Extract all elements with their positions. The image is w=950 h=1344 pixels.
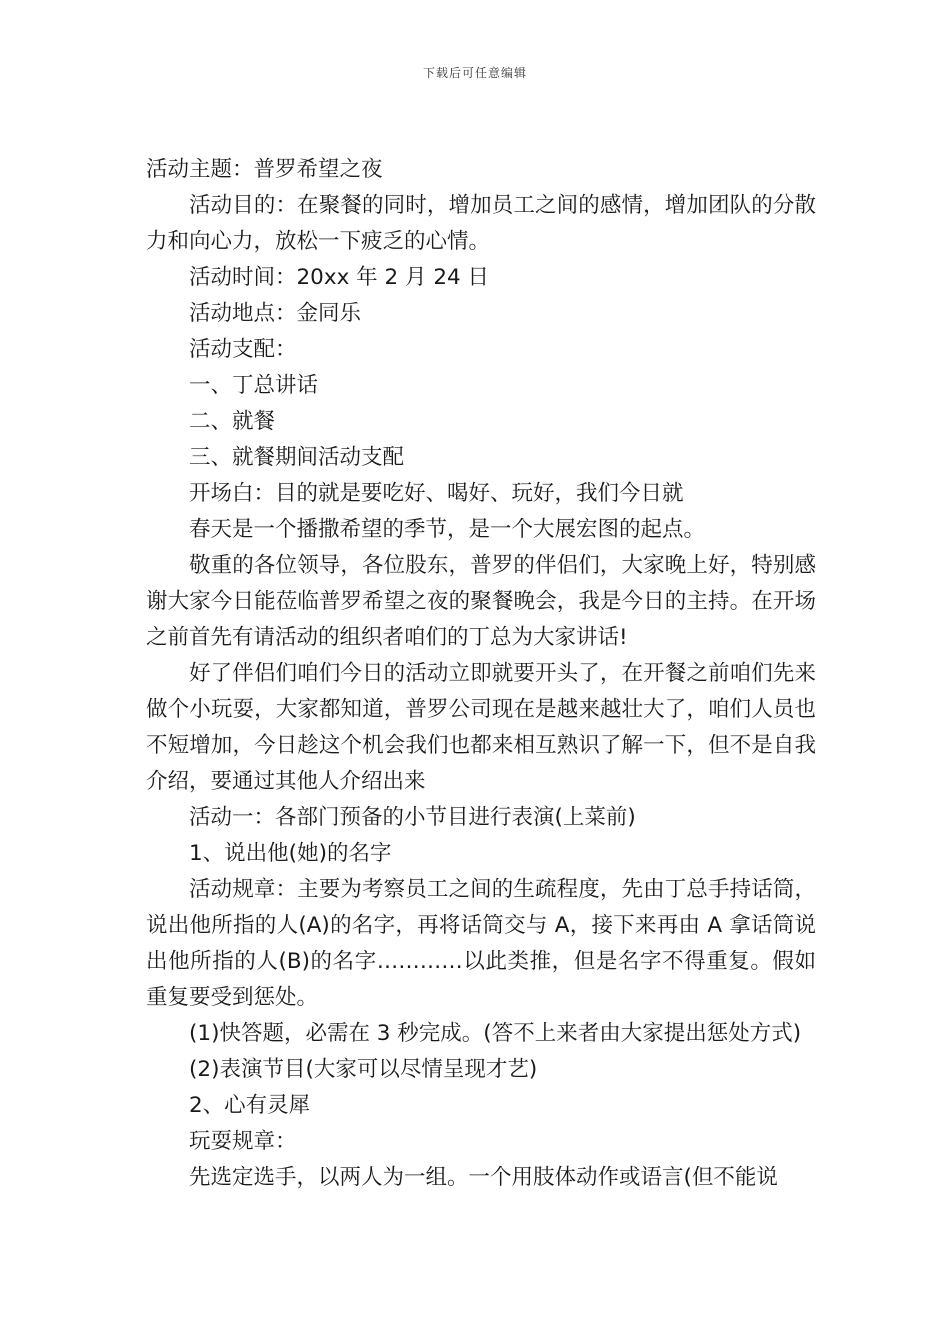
paragraph-theme: 活动主题：普罗希望之夜 xyxy=(146,157,383,182)
paragraph-location: 活动地点：金同乐 xyxy=(189,301,362,326)
paragraph-time: 活动时间：20xx 年 2 月 24 日 xyxy=(189,265,490,290)
paragraph-greeting: 敬重的各位领导，各位股东，普罗的伴侣们，大家晚上好，特别感谢大家今日能莅临普罗希望之夜的聚餐晚会，我是今日的主持。在开场之前首先有请活动的组织者咱们的丁总为大家讲话! xyxy=(146,553,816,650)
paragraph-select-players: 先选定选手，以两人为一组。一个用肢体动作或语言(但不能说 xyxy=(189,1165,778,1190)
paragraph-game-intro: 好了伴侣们咱们今日的活动立即就要开头了，在开餐之前咱们先来做个小玩耍，大家都知道，普罗公司现在是越来越壮大了，咱们人员也不短增加，今日趁这个机会我们也都来相互熟识了解一下，但不是自我介绍，要通过其他人介绍出来 xyxy=(146,661,816,794)
paragraph-rules: 活动规章：主要为考察员工之间的生疏程度，先由丁总手持话筒，说出他所指的人(A)的名字，再将话筒交与 A，接下来再由 A 拿话筒说出他所指的人(B)的名字…………以此类推，但是名字不得重复。假如重复要受到惩处。 xyxy=(146,877,816,1010)
list-item-speech: 一、丁总讲话 xyxy=(189,373,319,398)
paragraph-telepathy: 2、心有灵犀 xyxy=(189,1093,311,1118)
paragraph-opening: 开场白：目的就是要吃好、喝好、玩好，我们今日就 xyxy=(189,481,684,506)
paragraph-spring: 春天是一个播撒希望的季节，是一个大展宏图的起点。 xyxy=(189,517,706,542)
document-body xyxy=(146,152,816,1196)
paragraph-game-rules: 玩耍规章： xyxy=(189,1129,297,1154)
paragraph-arrangement: 活动支配： xyxy=(189,337,297,362)
paragraph-activity-one: 活动一：各部门预备的小节目进行表演(上菜前) xyxy=(189,805,636,830)
list-item-dinner: 二、就餐 xyxy=(189,409,276,434)
paragraph-performance: (2)表演节目(大家可以尽情呈现才艺) xyxy=(189,1057,538,1082)
paragraph-say-name: 1、说出他(她)的名字 xyxy=(189,841,392,866)
page-header: 下载后可任意编辑 xyxy=(422,66,527,80)
paragraph-purpose: 活动目的：在聚餐的同时，增加员工之间的感情，增加团队的分散力和向心力，放松一下疲乏的心情。 xyxy=(146,193,816,254)
list-item-activities: 三、就餐期间活动支配 xyxy=(189,445,405,470)
paragraph-quick-answer: (1)快答题，必需在 3 秒完成。(答不上来者由大家提出惩处方式) xyxy=(189,1021,802,1046)
